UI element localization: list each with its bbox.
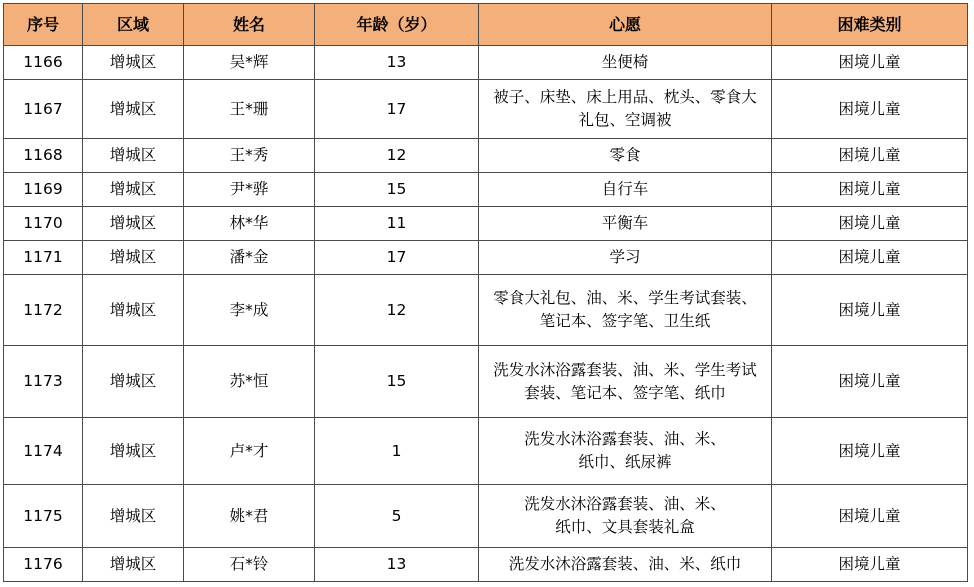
row-district: 增城区	[83, 275, 184, 346]
row-name: 潘*金	[184, 241, 315, 275]
row-age: 15	[315, 173, 479, 207]
row-wish-line: 学习	[609, 248, 641, 266]
row-category: 困境儿童	[772, 139, 968, 173]
row-id: 1171	[4, 241, 83, 275]
row-wish-line: 洗发水沐浴露套装、油、米、纸巾	[508, 555, 742, 573]
row-name: 姚*君	[184, 485, 315, 548]
table-row	[4, 139, 968, 173]
row-wish-line: 纸巾、纸尿裤	[578, 453, 672, 471]
row-wish	[479, 485, 772, 548]
row-category: 困境儿童	[772, 80, 968, 139]
table-row	[4, 80, 968, 139]
table-row	[4, 418, 968, 485]
row-wish	[479, 139, 772, 173]
row-name: 卢*才	[184, 418, 315, 485]
row-wish-line: 洗发水沐浴露套装、油、米、	[524, 430, 726, 448]
row-category: 困境儿童	[772, 173, 968, 207]
row-district: 增城区	[83, 139, 184, 173]
row-district: 增城区	[83, 485, 184, 548]
table-row	[4, 241, 968, 275]
row-district: 增城区	[83, 46, 184, 80]
row-category: 困境儿童	[772, 46, 968, 80]
row-name: 石*铃	[184, 548, 315, 582]
row-age: 11	[315, 207, 479, 241]
row-age: 13	[315, 46, 479, 80]
row-wish-line: 坐便椅	[601, 53, 649, 71]
row-id: 1173	[4, 346, 83, 418]
row-name: 林*华	[184, 207, 315, 241]
table-row	[4, 485, 968, 548]
row-id: 1175	[4, 485, 83, 548]
row-age: 17	[315, 80, 479, 139]
row-district: 增城区	[83, 548, 184, 582]
row-wish	[479, 80, 772, 139]
row-category: 困境儿童	[772, 346, 968, 418]
row-district: 增城区	[83, 346, 184, 418]
row-wish-line: 套装、笔记本、签字笔、纸巾	[524, 383, 726, 402]
row-wish	[479, 173, 772, 207]
row-category: 困境儿童	[772, 548, 968, 582]
row-category: 困境儿童	[772, 241, 968, 275]
row-category: 困境儿童	[772, 418, 968, 485]
row-wish	[479, 207, 772, 241]
row-wish-line: 平衡车	[601, 214, 649, 232]
row-id: 1170	[4, 207, 83, 241]
row-age: 13	[315, 548, 479, 582]
table-row	[4, 275, 968, 346]
row-district: 增城区	[83, 80, 184, 139]
row-wish	[479, 46, 772, 80]
table-row	[4, 46, 968, 80]
row-wish-line: 纸巾、文具套装礼盒	[555, 518, 695, 536]
row-district: 增城区	[83, 173, 184, 207]
row-age: 17	[315, 241, 479, 275]
row-id: 1168	[4, 139, 83, 173]
row-wish	[479, 548, 772, 582]
row-id: 1167	[4, 80, 83, 139]
row-category: 困境儿童	[772, 275, 968, 346]
row-wish-line: 洗发水沐浴露套装、油、米、学生考试	[493, 360, 757, 379]
row-age: 15	[315, 346, 479, 418]
header-district: 区域	[83, 4, 184, 46]
row-wish-line: 笔记本、签字笔、卫生纸	[539, 312, 711, 330]
table-row	[4, 346, 968, 418]
header-age: 年龄（岁）	[315, 4, 479, 46]
header-id: 序号	[4, 4, 83, 46]
row-age: 12	[315, 275, 479, 346]
row-wish-line: 自行车	[601, 180, 649, 198]
row-id: 1169	[4, 173, 83, 207]
row-district: 增城区	[83, 418, 184, 485]
row-wish	[479, 241, 772, 275]
wish-list-table	[3, 3, 968, 582]
row-id: 1166	[4, 46, 83, 80]
row-id: 1174	[4, 418, 83, 485]
row-wish	[479, 346, 772, 418]
row-name: 王*秀	[184, 139, 315, 173]
table-row	[4, 548, 968, 582]
row-name: 吴*辉	[184, 46, 315, 80]
row-age: 5	[315, 485, 479, 548]
header-wish: 心愿	[479, 4, 772, 46]
row-category: 困境儿童	[772, 485, 968, 548]
header-name: 姓名	[184, 4, 315, 46]
row-district: 增城区	[83, 241, 184, 275]
row-wish-line: 被子、床垫、床上用品、枕头、零食大	[493, 88, 757, 106]
header-category: 困难类别	[772, 4, 968, 46]
row-age: 12	[315, 139, 479, 173]
row-wish-line: 零食	[609, 146, 641, 164]
row-name: 王*珊	[184, 80, 315, 139]
row-age: 1	[315, 418, 479, 485]
row-name: 苏*恒	[184, 346, 315, 418]
row-name: 李*成	[184, 275, 315, 346]
row-wish	[479, 418, 772, 485]
row-category: 困境儿童	[772, 207, 968, 241]
row-id: 1172	[4, 275, 83, 346]
row-wish-line: 洗发水沐浴露套装、油、米、	[524, 495, 726, 513]
row-district: 增城区	[83, 207, 184, 241]
header-row	[4, 4, 968, 46]
row-wish-line: 礼包、空调被	[578, 111, 672, 129]
row-name: 尹*骅	[184, 173, 315, 207]
table-row	[4, 207, 968, 241]
table-row	[4, 173, 968, 207]
row-wish-line: 零食大礼包、油、米、学生考试套装、	[493, 289, 757, 307]
row-wish	[479, 275, 772, 346]
row-id: 1176	[4, 548, 83, 582]
